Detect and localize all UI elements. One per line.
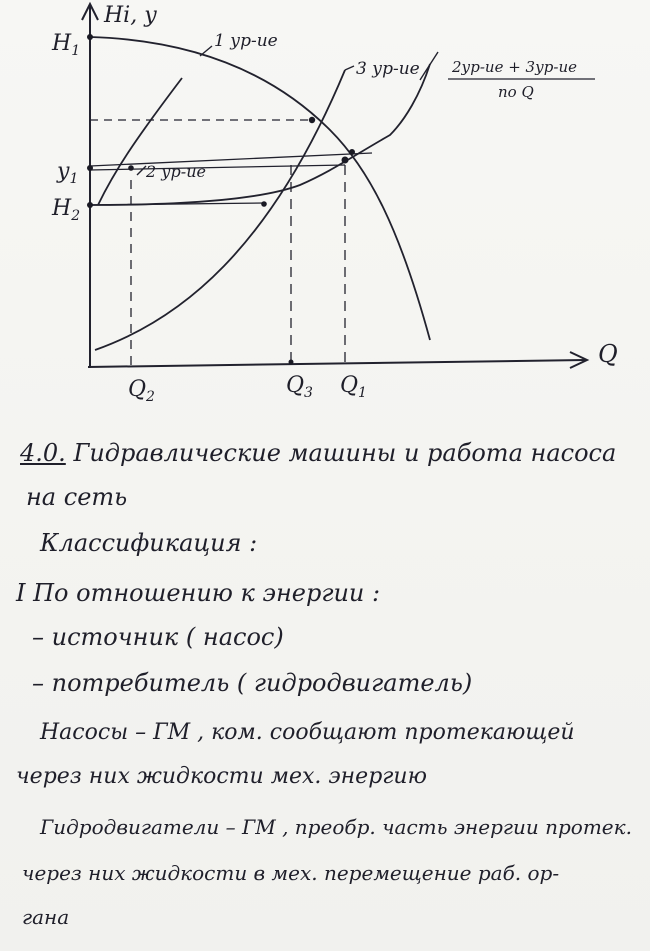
paragraph-motors-l3: гана: [22, 905, 70, 929]
point-q3: [289, 360, 294, 365]
section-title-cont: на сеть: [26, 483, 128, 511]
point-intersect-4: [261, 201, 267, 207]
curve-3-network-right: [95, 70, 345, 350]
point-intersect-3: [349, 149, 355, 155]
point-intersect-1: [309, 117, 315, 123]
curve-2-network-left: [98, 78, 182, 205]
paragraph-pumps-l1: Насосы – ГМ , ком. сообщают протекающей: [40, 720, 575, 745]
line-y1-level: [90, 153, 372, 166]
list-item-source: – источник ( насос): [32, 623, 284, 651]
tick-q3: $Q_3$: [286, 373, 313, 401]
curve-2-label: 2 ур-ие: [146, 162, 206, 181]
tick-y1: $y_1$: [57, 159, 79, 187]
curve-sum-label-top: 2ур-ие + 3ур-ие: [452, 58, 578, 76]
classification-label: Классификация :: [40, 529, 258, 557]
axis-x-label: Q: [598, 340, 618, 368]
x-axis: [88, 360, 585, 367]
tick-h1: $H_1$: [52, 31, 81, 59]
paragraph-motors-l1: Гидродвигатели – ГМ , преобр. часть энергии протек.: [40, 815, 632, 839]
section-heading: [20, 438, 616, 468]
curve-sum-label-bottom: по Q: [498, 83, 534, 101]
tick-q2: $Q_2$: [128, 377, 155, 405]
point-intersect-2: [342, 157, 349, 164]
curve-1-pump-head: [90, 37, 430, 340]
point-y1: [87, 165, 93, 171]
tick-q1: $Q_1$: [340, 373, 367, 401]
tick-h2: $H_2$: [52, 196, 81, 224]
point-h1: [87, 34, 93, 40]
point-h2: [87, 202, 93, 208]
section-title: Гидравлические машины и работа насоса: [73, 439, 617, 467]
section-number: 4.0.: [20, 439, 66, 467]
lecture-notes: [0, 420, 650, 951]
pump-characteristic-graph: [0, 0, 650, 420]
curve-1-label: 1 ур-ие: [214, 31, 278, 51]
list-item-consumer: – потребитель ( гидродвигатель): [32, 669, 473, 697]
point-intersect-5: [128, 165, 134, 171]
paragraph-pumps-l2: через них жидкости мех. энергию: [16, 764, 427, 789]
axis-y-label: Hi, y: [104, 3, 157, 28]
paragraph-motors-l2: через них жидкости в мех. перемещение раб. ор-: [22, 861, 560, 885]
section-1-label: I По отношению к энергии :: [16, 579, 381, 607]
curve-3-label: 3 ур-ие: [356, 59, 420, 79]
